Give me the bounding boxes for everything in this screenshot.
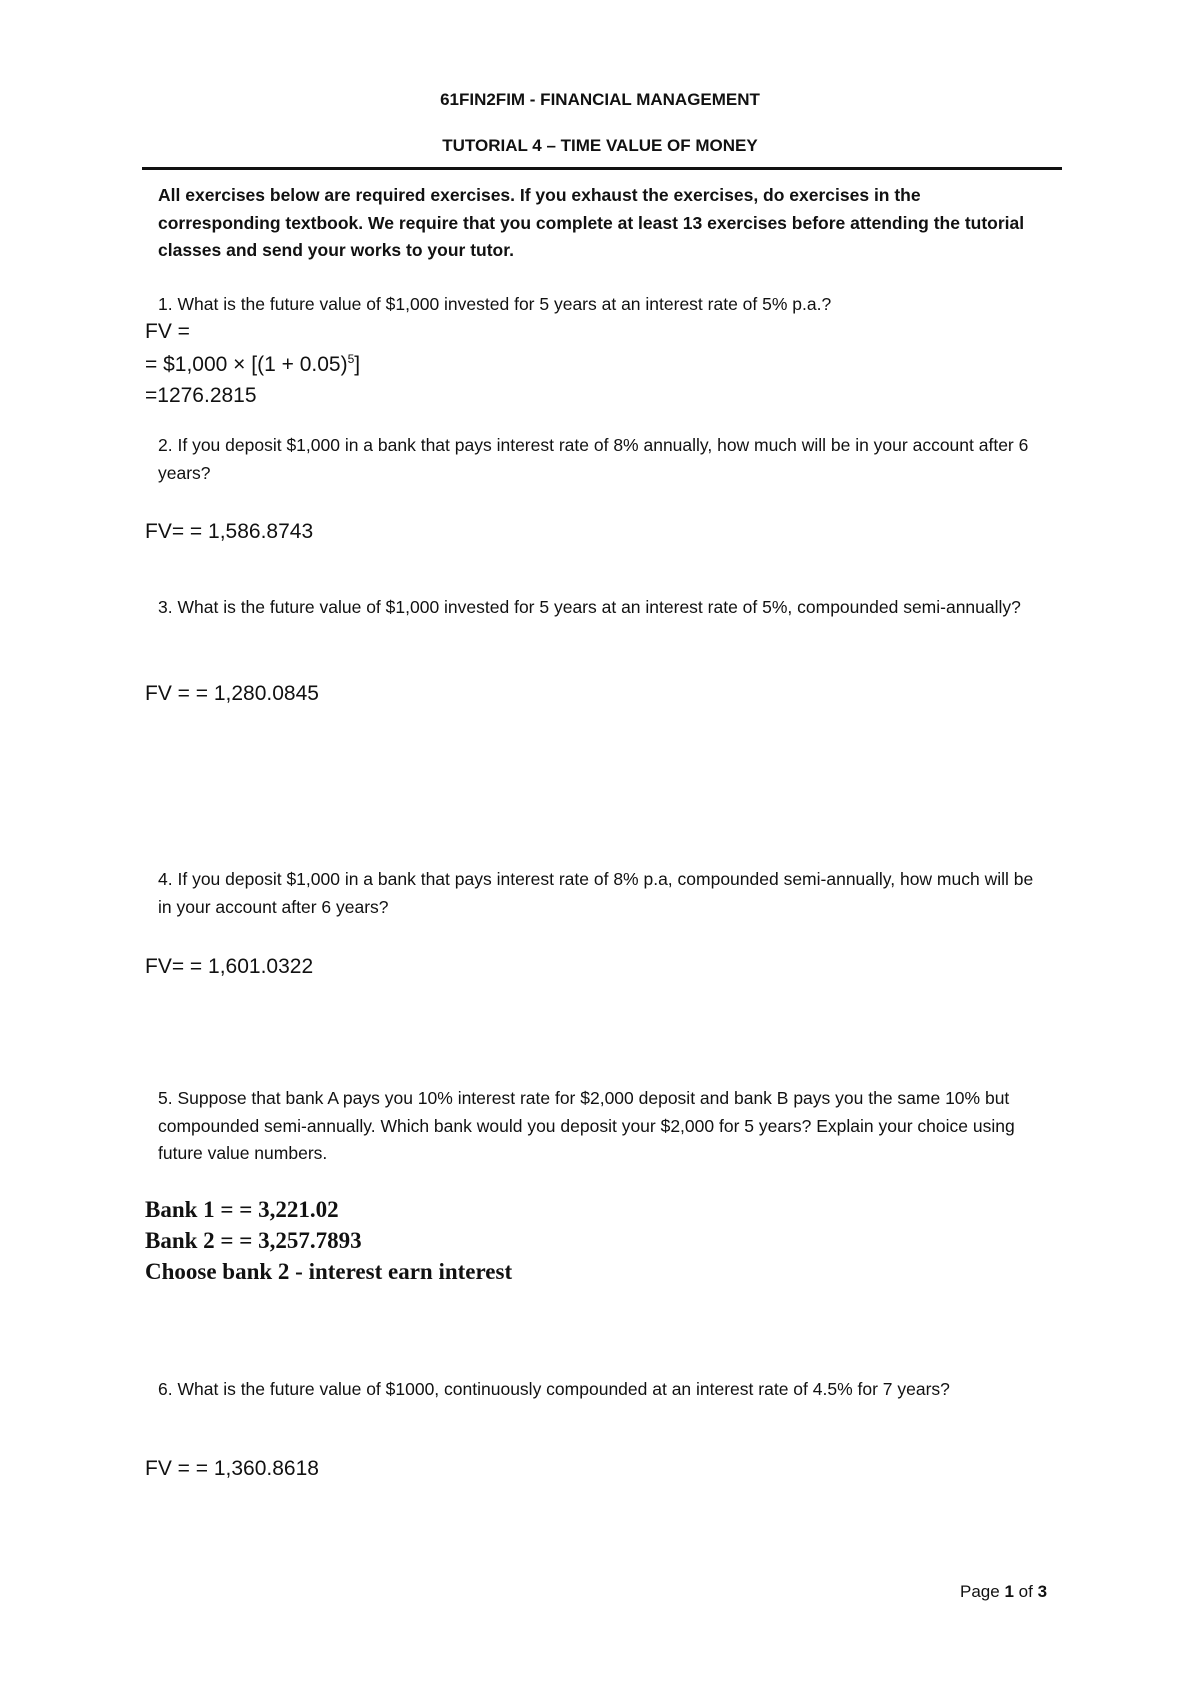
question-text: If you deposit $1,000 in a bank that pays interest rate of 8% p.a, compounded semi-annually, how much will be in your account after 6 years? xyxy=(158,869,1034,917)
answer-6: FV = = 1,360.8618 xyxy=(145,1457,319,1480)
question-number: 4. xyxy=(158,869,173,889)
answer-5-line-3: Choose bank 2 - interest earn interest xyxy=(145,1259,513,1284)
intro-paragraph: All exercises below are required exercises. If you exhaust the exercises, do exercises in the corresponding textbook. We require that you complete at least 13 exercises before attending the tutorial classes and send your works to your tutor. xyxy=(158,185,1025,260)
question-3 xyxy=(158,594,1038,622)
answer-3: FV = = 1,280.0845 xyxy=(145,682,319,705)
answer-4: FV= = 1,601.0322 xyxy=(145,955,314,978)
answer-5-line-1: Bank 1 = = 3,221.02 xyxy=(145,1197,339,1222)
answer-1-line-3: =1276.2815 xyxy=(145,384,257,407)
question-6 xyxy=(158,1376,1038,1404)
question-text: What is the future value of $1,000 invested for 5 years at an interest rate of 5% p.a.? xyxy=(177,294,832,314)
header-rule xyxy=(142,167,1062,170)
question-text: Suppose that bank A pays you 10% interest rate for $2,000 deposit and bank B pays you the same 10% but compounded semi-annually. Which bank would you deposit your $2,000 for 5 years? Explain your choice using future value numbers. xyxy=(158,1088,1015,1163)
page-number: Page 1 of 3 xyxy=(960,1582,1048,1601)
question-text: What is the future value of $1000, continuously compounded at an interest rate of 4.5% for 7 years? xyxy=(177,1379,950,1399)
answer-1-line-1: FV = xyxy=(145,320,190,343)
question-number: 2. xyxy=(158,435,173,455)
tutorial-title: TUTORIAL 4 – TIME VALUE OF MONEY xyxy=(442,136,758,155)
question-number: 6. xyxy=(158,1379,173,1399)
question-number: 5. xyxy=(158,1088,173,1108)
answer-5-line-2: Bank 2 = = 3,257.7893 xyxy=(145,1228,362,1253)
question-1 xyxy=(158,291,1038,319)
question-4 xyxy=(158,866,1038,921)
question-number: 3. xyxy=(158,597,173,617)
question-number: 1. xyxy=(158,294,173,314)
question-2 xyxy=(158,432,1038,487)
question-5 xyxy=(158,1085,1038,1168)
answer-1-line-2: = $1,000 × $[(1 + 0.05)^5]$ xyxy=(145,352,361,376)
question-text: If you deposit $1,000 in a bank that pays interest rate of 8% annually, how much will be in your account after 6 years? xyxy=(158,435,1029,483)
answer-2: FV= = 1,586.8743 xyxy=(145,520,314,543)
course-title: 61FIN2FIM - FINANCIAL MANAGEMENT xyxy=(440,90,760,109)
question-text: What is the future value of $1,000 invested for 5 years at an interest rate of 5%, compounded semi-annually? xyxy=(177,597,1021,617)
